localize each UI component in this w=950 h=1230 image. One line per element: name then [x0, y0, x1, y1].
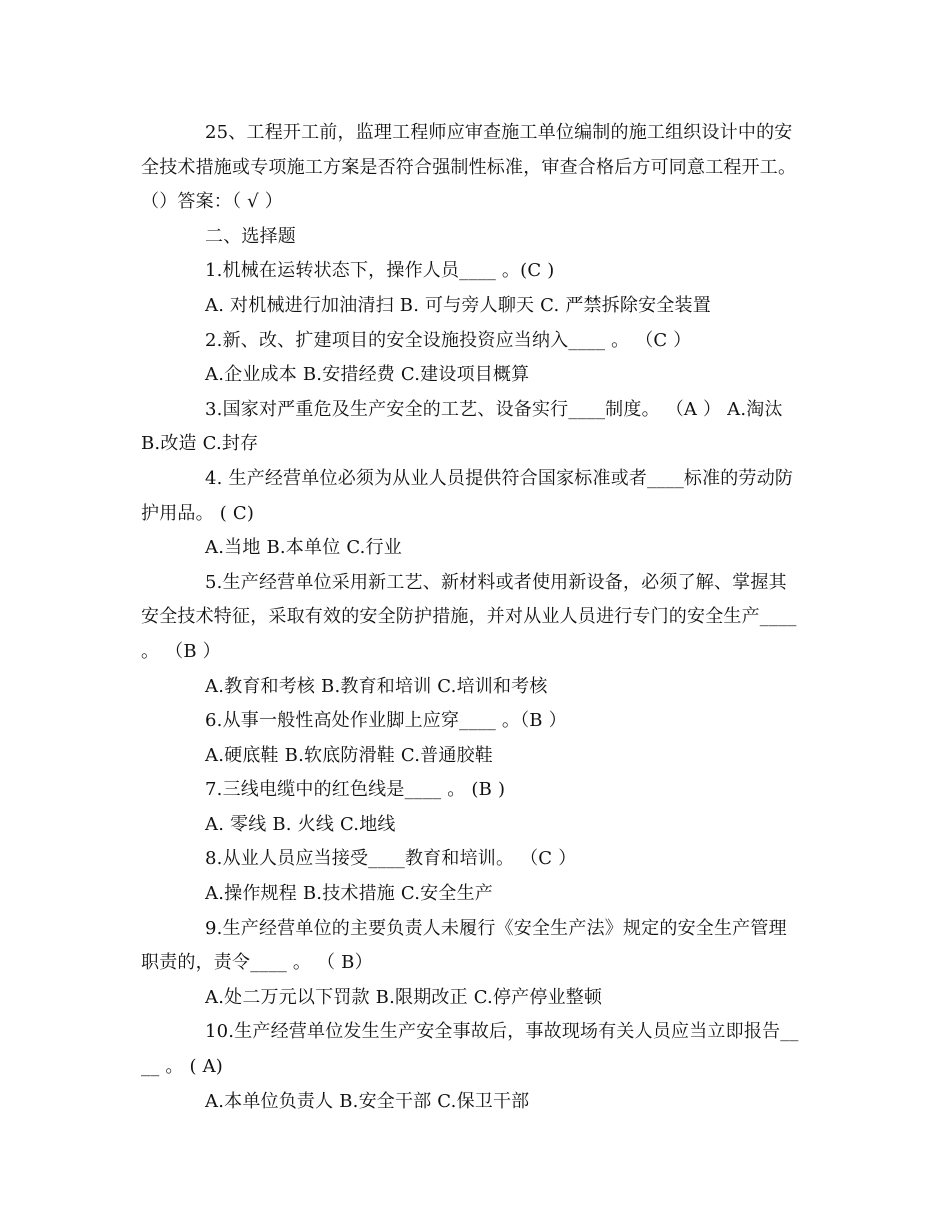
question-10-line-1: 10.生产经营单位发生生产安全事故后，事故现场有关人员应当立即报告__	[205, 1021, 799, 1043]
question-1-options: A. 对机械进行加油清扫 B. 可与旁人聊天 C. 严禁拆除安全装置	[205, 294, 711, 316]
question-3-line-1: 3.国家对严重危及生产安全的工艺、设备实行____制度。 （A ） A.淘汰	[205, 398, 783, 420]
question-4-line-1: 4. 生产经营单位必须为从业人员提供符合国家标准或者____标准的劳动防	[205, 467, 794, 489]
question-7: 7.三线电缆中的红色线是____ 。 (B )	[205, 779, 506, 801]
question-6: 6.从事一般性高处作业脚上应穿____ 。（B ）	[205, 710, 567, 732]
document-body	[141, 116, 813, 1119]
question-1: 1.机械在运转状态下，操作人员____ 。(C )	[205, 260, 555, 282]
question-4-options: A.当地 B.本单位 C.行业	[205, 537, 402, 559]
question-3-line-2: B.改造 C.封存	[141, 433, 259, 455]
question-5-options: A.教育和考核 B.教育和培训 C.培训和考核	[205, 675, 548, 697]
question-5-line-3: 。 （B ）	[141, 640, 221, 662]
question-2-options: A.企业成本 B.安措经费 C.建设项目概算	[205, 364, 530, 386]
question-25-answer: （）答案：（ √ ）	[141, 191, 283, 213]
question-5-line-2: 安全技术特征，采取有效的安全防护措施，并对从业人员进行专门的安全生产____	[141, 606, 797, 628]
question-2: 2.新、改、扩建项目的安全设施投资应当纳入____ 。 （C ）	[205, 329, 692, 351]
question-10-line-2: __ 。 ( A)	[141, 1056, 224, 1078]
question-25-line-2: 全技术措施或专项施工方案是否符合强制性标准，审查合格后方可同意工程开工。	[141, 156, 797, 178]
question-25-line-1: 25、工程开工前，监理工程师应审查施工单位编制的施工组织设计中的安	[205, 122, 793, 143]
question-10-options: A.本单位负责人 B.安全干部 C.保卫干部	[205, 1090, 530, 1112]
question-8-options: A.操作规程 B.技术措施 C.安全生产	[205, 883, 493, 905]
question-8: 8.从业人员应当接受____教育和培训。 （C ）	[205, 848, 577, 870]
question-9-line-1: 9.生产经营单位的主要负责人未履行《安全生产法》规定的安全生产管理	[205, 917, 787, 939]
question-4-line-2: 护用品。 ( C)	[141, 502, 255, 524]
question-5-line-1: 5.生产经营单位采用新工艺、新材料或者使用新设备，必须了解、掌握其	[205, 571, 787, 593]
question-9-line-2: 职责的，责令____ 。 （ B）	[141, 952, 373, 974]
section-heading: 二、选择题	[205, 225, 296, 247]
question-6-options: A.硬底鞋 B.软底防滑鞋 C.普通胶鞋	[205, 744, 493, 766]
question-9-options: A.处二万元以下罚款 B.限期改正 C.停产停业整顿	[205, 986, 603, 1008]
question-7-options: A. 零线 B. 火线 C.地线	[205, 813, 396, 835]
